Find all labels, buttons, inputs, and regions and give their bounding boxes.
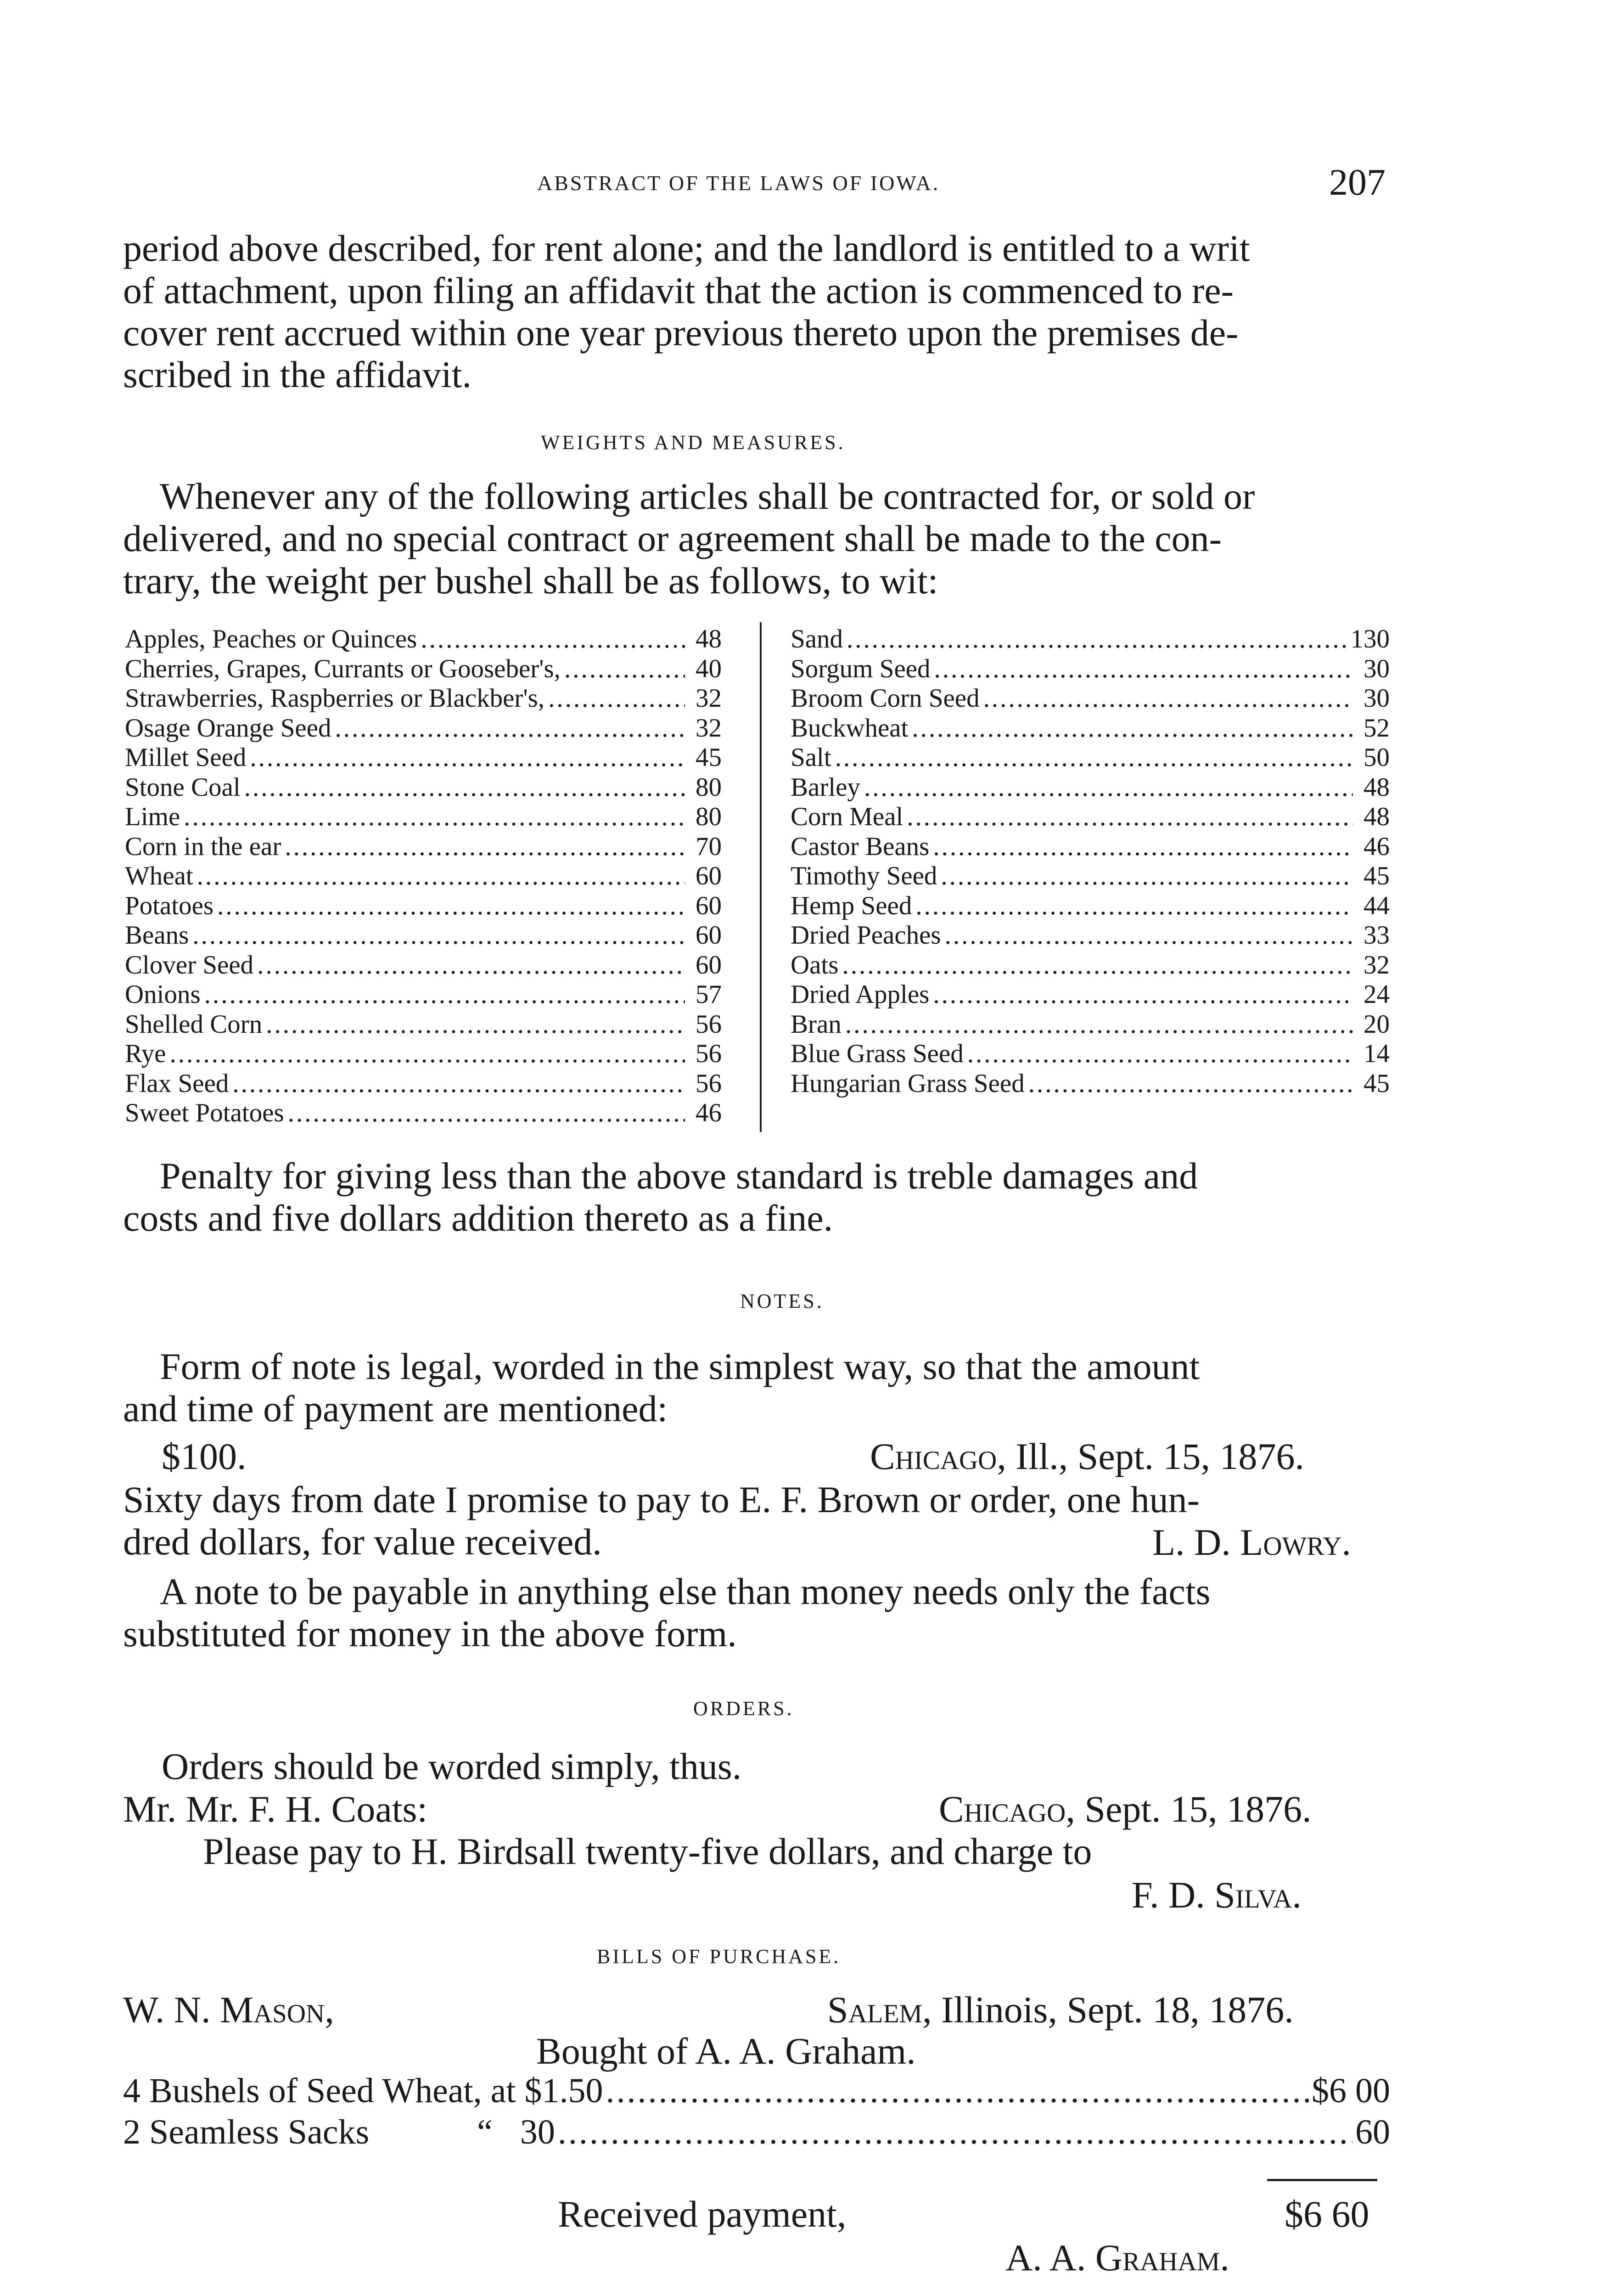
text-line: substituted for money in the above form.	[123, 1612, 737, 1654]
orders-place: Chicago	[939, 1788, 1066, 1830]
note-place: Chicago	[870, 1435, 997, 1477]
item-value: 80	[696, 802, 722, 831]
purchase-desc: 4 Bushels of Seed Wheat, at $1.50	[123, 2071, 603, 2110]
item-name: Onions	[125, 980, 201, 1009]
item-value: 48	[1364, 802, 1390, 831]
table-row	[791, 832, 1390, 862]
item-name: Salt	[791, 743, 831, 772]
item-name: Clover Seed	[125, 950, 254, 979]
item-name: Hemp Seed	[791, 891, 912, 920]
table-row	[791, 773, 1390, 803]
table-row	[791, 684, 1390, 714]
table-row	[791, 1010, 1390, 1040]
table-row	[125, 861, 722, 891]
item-value: 44	[1364, 891, 1390, 920]
table-row	[125, 773, 722, 803]
bills-buyer: W. N. Mason,	[123, 1989, 334, 2031]
table-row	[791, 802, 1390, 832]
item-name: Oats	[791, 950, 839, 979]
text-line: Whenever any of the following articles shall be contracted for, or sold or	[160, 475, 1255, 517]
weights-table-left	[125, 625, 722, 1128]
item-value: 45	[1364, 861, 1390, 890]
text-line: delivered, and no special contract or agreement shall be made to the con-	[123, 517, 1222, 559]
note-signer: L. D. Lowry.	[1152, 1521, 1351, 1563]
item-name: Apples, Peaches or Quinces	[125, 625, 417, 653]
orders-addressee: Mr. Mr. F. H. Coats:	[123, 1788, 428, 1830]
running-head: ABSTRACT OF THE LAWS OF IOWA.	[537, 171, 940, 195]
text-line: costs and five dollars addition thereto as a fine.	[123, 1197, 833, 1239]
item-name: Barley	[791, 772, 860, 802]
item-value: 32	[696, 684, 722, 713]
purchase-amount: $6 00	[1312, 2071, 1390, 2110]
item-name: Dried Apples	[791, 980, 930, 1009]
table-row	[791, 743, 1390, 773]
notes-paragraph	[123, 1345, 1390, 1430]
purchase-line	[123, 2112, 1390, 2152]
addressee-name: Mr. F. H. Coats:	[185, 1788, 428, 1830]
table-row	[125, 654, 722, 684]
table-row	[791, 625, 1390, 654]
item-value: 40	[696, 654, 722, 683]
table-row	[125, 921, 722, 951]
bills-heading: BILLS OF PURCHASE.	[597, 1945, 841, 1968]
item-value: 48	[696, 625, 722, 653]
orders-body: Please pay to H. Birdsall twenty-five dollars, and charge to	[203, 1830, 1092, 1872]
note-date: , Ill., Sept. 15, 1876.	[997, 1435, 1305, 1477]
text-line: and time of payment are mentioned:	[123, 1387, 668, 1429]
item-name: Hungarian Grass Seed	[791, 1069, 1025, 1098]
item-name: Stone Coal	[125, 772, 241, 802]
item-value: 56	[696, 1069, 722, 1098]
penalty-paragraph	[123, 1155, 1390, 1239]
bills-date: , Illinois, Sept. 18, 1876.	[922, 1989, 1294, 2031]
item-value: 52	[1364, 713, 1390, 743]
intro-paragraph	[123, 227, 1390, 396]
received-payment: Received payment,	[558, 2193, 847, 2235]
item-value: 24	[1364, 980, 1390, 1009]
table-row	[791, 714, 1390, 743]
item-value: 45	[696, 743, 722, 772]
item-name: Sand	[791, 625, 843, 653]
purchase-desc: 2 Seamless Sacks	[123, 2113, 370, 2151]
page-number: 207	[1329, 161, 1386, 203]
text-line: of attachment, upon filing an affidavit that the action is commenced to re-	[123, 269, 1234, 311]
ditto-mark: “	[477, 2113, 493, 2151]
table-row	[791, 1069, 1390, 1099]
item-name: Rye	[125, 1039, 166, 1068]
table-row	[125, 743, 722, 773]
item-value: 48	[1364, 772, 1390, 802]
item-value: 30	[1364, 684, 1390, 713]
item-name: Castor Beans	[791, 832, 930, 861]
table-row	[125, 1069, 722, 1099]
item-value: 20	[1364, 1009, 1390, 1039]
item-value: 33	[1364, 921, 1390, 950]
total-rule	[1267, 2179, 1377, 2181]
item-name: Strawberries, Raspberries or Blackber's,	[125, 684, 545, 713]
purchase-price: 30	[520, 2113, 555, 2151]
purchase-amount: 60	[1355, 2113, 1390, 2151]
item-value: 32	[1364, 950, 1390, 979]
table-row	[125, 1098, 722, 1128]
notes-heading: NOTES.	[740, 1290, 824, 1312]
table-row	[125, 832, 722, 862]
text-line: cover rent accrued within one year previous thereto upon the premises de-	[123, 311, 1239, 354]
item-value: 130	[1350, 625, 1390, 653]
item-value: 46	[1364, 832, 1390, 861]
bills-place: Salem	[827, 1989, 923, 2031]
text-line: Penalty for giving less than the above standard is treble damages and	[160, 1155, 1198, 1197]
item-name: Corn in the ear	[125, 832, 281, 861]
item-name: Osage Orange Seed	[125, 713, 331, 743]
bills-place-date	[827, 1988, 1294, 2032]
item-value: 32	[696, 713, 722, 743]
item-value: 60	[696, 891, 722, 920]
item-value: 60	[696, 950, 722, 979]
bills-bought-of: Bought of A. A. Graham.	[536, 2030, 916, 2072]
item-name: Lime	[125, 802, 180, 831]
orders-signer: F. D. Silva.	[1132, 1874, 1302, 1916]
table-row	[125, 684, 722, 714]
item-name: Buckwheat	[791, 713, 909, 743]
item-name: Bran	[791, 1009, 842, 1039]
item-value: 56	[696, 1009, 722, 1039]
table-row	[125, 951, 722, 980]
table-row	[125, 714, 722, 743]
table-divider	[760, 622, 762, 1132]
orders-place-date	[939, 1788, 1312, 1831]
item-value: 57	[696, 980, 722, 1009]
item-value: 56	[696, 1039, 722, 1068]
item-name: Broom Corn Seed	[791, 684, 980, 713]
item-name: Flax Seed	[125, 1069, 229, 1098]
item-value: 14	[1364, 1039, 1390, 1068]
item-name: Corn Meal	[791, 802, 903, 831]
table-row	[125, 802, 722, 832]
text-line: Sixty days from date I promise to pay to E. F. Brown or order, one hun-	[123, 1479, 1200, 1520]
item-value: 80	[696, 772, 722, 802]
item-value: 60	[696, 861, 722, 890]
payable-paragraph	[123, 1570, 1390, 1655]
item-name: Beans	[125, 921, 189, 950]
item-name: Blue Grass Seed	[791, 1039, 964, 1068]
table-row	[791, 921, 1390, 951]
text-line: dred dollars, for value received.	[123, 1520, 602, 1563]
item-name: Sweet Potatoes	[125, 1098, 284, 1127]
table-row	[125, 625, 722, 654]
bills-total: $6 60	[1285, 2193, 1369, 2235]
item-name: Dried Peaches	[791, 921, 941, 950]
table-row	[791, 951, 1390, 980]
text-line: trary, the weight per bushel shall be as follows, to wit:	[123, 559, 938, 602]
weights-paragraph	[123, 475, 1390, 602]
text-line: period above described, for rent alone; and the landlord is entitled to a writ	[123, 227, 1250, 269]
orders-date: , Sept. 15, 1876.	[1066, 1788, 1312, 1830]
table-row	[125, 1039, 722, 1069]
bills-signer: A. A. Graham.	[1005, 2237, 1229, 2279]
item-value: 46	[696, 1098, 722, 1127]
weights-heading: WEIGHTS AND MEASURES.	[541, 431, 846, 454]
table-row	[791, 654, 1390, 684]
table-row	[791, 1039, 1390, 1069]
note-amount: $100.	[162, 1435, 247, 1477]
orders-intro: Orders should be worded simply, thus.	[162, 1745, 742, 1787]
table-row	[791, 891, 1390, 921]
purchase-line	[123, 2071, 1390, 2111]
item-name: Potatoes	[125, 891, 214, 920]
item-value: 45	[1364, 1069, 1390, 1098]
item-name: Shelled Corn	[125, 1009, 263, 1039]
text-line: Form of note is legal, worded in the simplest way, so that the amount	[160, 1345, 1200, 1387]
table-row	[791, 980, 1390, 1010]
item-name: Timothy Seed	[791, 861, 937, 890]
item-value: 50	[1364, 743, 1390, 772]
table-row	[125, 891, 722, 921]
item-value: 30	[1364, 654, 1390, 683]
item-name: Wheat	[125, 861, 193, 890]
table-row	[125, 1010, 722, 1040]
text-line: scribed in the affidavit.	[123, 354, 472, 396]
item-value: 70	[696, 832, 722, 861]
table-row	[791, 861, 1390, 891]
weights-table-right	[791, 625, 1390, 1098]
item-value: 60	[696, 921, 722, 950]
note-place-date	[870, 1435, 1304, 1478]
text-line: A note to be payable in anything else than money needs only the facts	[160, 1570, 1211, 1612]
table-row	[125, 980, 722, 1010]
orders-heading: ORDERS.	[693, 1697, 794, 1720]
item-name: Cherries, Grapes, Currants or Gooseber's,	[125, 654, 561, 683]
item-name: Sorgum Seed	[791, 654, 931, 683]
item-name: Millet Seed	[125, 743, 247, 772]
